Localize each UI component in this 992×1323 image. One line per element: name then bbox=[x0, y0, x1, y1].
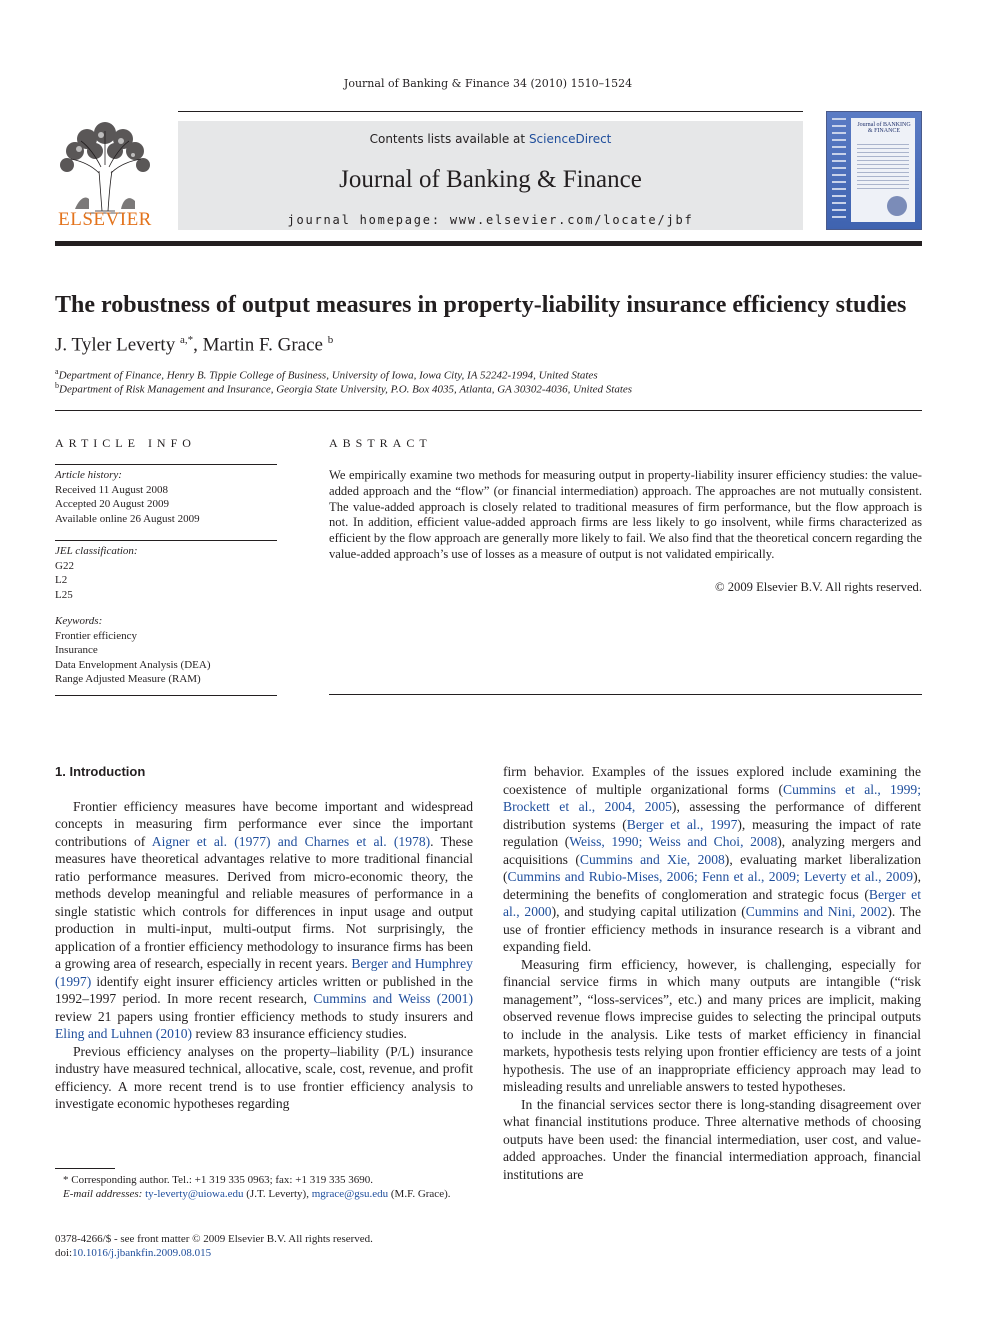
keyword: Data Envelopment Analysis (DEA) bbox=[55, 658, 211, 671]
cover-seal-icon bbox=[887, 196, 907, 216]
body-text-run: . These measures have theoretical advantages relative to more traditional financial ratio performance measures. Derived from micro-economic theory, the methods develop meaningful and reliable measures of performance in a single statistic which controls for differences in input usage and output production in multi-input, multi-output firms. Not surprisingly, the application of a frontier efficiency methodology to insurance firms has been a growing area of research, especially in recent years. bbox=[55, 833, 473, 971]
sciencedirect-link[interactable]: ScienceDirect bbox=[528, 132, 612, 146]
affiliation-a bbox=[55, 367, 598, 382]
history-online: Available online 26 August 2009 bbox=[55, 512, 200, 525]
article-history bbox=[55, 468, 277, 526]
body-text-run: Frontier efficiency measures have become important and widespread concepts in measuring firm performance ever since the important contributions of bbox=[55, 798, 473, 849]
body-text-run: ), measuring the impact of rate regulation ( bbox=[503, 816, 921, 849]
body-text-run: ), and studying capital utilization ( bbox=[551, 904, 746, 919]
body-paragraph: Measuring firm efficiency, however, is challenging, especially for financial service firms in which many outputs are intangible (“risk management”, “loss-services”, etc.) and many prices are implicit, making observed revenue flows imprecise guides to selecting the principal outputs to include in the analysis. Like tests of market efficiency in financial markets, hypothesis tests relying upon frontier efficiency are tests of a joint hypothesis. The use of an inappropriate efficiency approach may lead to misleading results and unreliable answers to tested hypotheses. bbox=[503, 956, 921, 1094]
citation-link[interactable]: Cummins and Xie, 2008 bbox=[579, 851, 725, 867]
jel-code: L25 bbox=[55, 588, 73, 601]
doi-prefix: doi: bbox=[55, 1247, 73, 1259]
citation-link[interactable]: Aigner et al. (1977) and Charnes et al. (1978) bbox=[151, 833, 431, 849]
article-info-bottom-rule bbox=[55, 695, 277, 696]
masthead bbox=[55, 111, 922, 247]
running-head: Journal of Banking & Finance 34 (2010) 1510–1524 bbox=[343, 77, 633, 90]
header-divider bbox=[55, 410, 922, 411]
jel-label: JEL classification: bbox=[55, 545, 138, 557]
journal-title: Journal of Banking & Finance bbox=[339, 166, 642, 193]
body-text-run: identify eight insurer efficiency articles written or published in the 1992–1997 period. In more recent research, bbox=[55, 973, 473, 1006]
cover-page bbox=[851, 118, 915, 222]
jel-rule bbox=[55, 540, 277, 541]
email-owner: (J.T. Leverty), bbox=[243, 1188, 312, 1200]
body-text-run: firm behavior. Examples of the issues explored include examining the coexistence of multiple organizational forms ( bbox=[503, 764, 921, 797]
affiliation-mark: b bbox=[55, 381, 59, 390]
article-info-heading: ARTICLE INFO bbox=[55, 436, 196, 450]
doi-link[interactable]: 10.1016/j.jbankfin.2009.08.015 bbox=[72, 1247, 212, 1259]
body-text-run: ), assessing the performance of different distribution systems ( bbox=[503, 799, 921, 832]
keyword: Insurance bbox=[55, 644, 98, 656]
footnote-emails bbox=[55, 1187, 473, 1201]
citation-link[interactable]: Berger et al., 2000 bbox=[503, 886, 921, 919]
history-label: Article history: bbox=[55, 469, 122, 481]
citation-link[interactable]: Cummins and Rubio-Mises, 2006; Fenn et al., 2009; Leverty et al., 2009 bbox=[507, 869, 914, 884]
body-paragraph bbox=[55, 798, 473, 1043]
author-affiliation-mark[interactable]: a,* bbox=[179, 334, 194, 346]
cover-side-strip bbox=[832, 118, 846, 222]
journal-homepage[interactable]: journal homepage: www.elsevier.com/locate/jbf bbox=[287, 213, 694, 227]
abstract-heading: ABSTRACT bbox=[329, 436, 432, 450]
body-text-run: ), determining the benefits of conglomeration and strategic focus ( bbox=[503, 869, 921, 902]
jel-code: L2 bbox=[55, 574, 68, 586]
email-link[interactable]: mgrace@gsu.edu bbox=[311, 1188, 389, 1200]
citation-link[interactable]: Cummins et al., 1999; Brockett et al., 2004, 2005 bbox=[503, 781, 922, 814]
citation-link[interactable]: Weiss, 1990; Weiss and Choi, 2008 bbox=[569, 834, 778, 849]
keywords bbox=[55, 614, 277, 687]
article-title: The robustness of output measures in property-liability insurance efficiency studies bbox=[55, 292, 907, 318]
body-text-run: ), analyzing mergers and acquisitions ( bbox=[503, 834, 921, 867]
footnote-contact: * Corresponding author. Tel.: +1 319 335 0963; fax: +1 319 335 3690. bbox=[63, 1174, 373, 1186]
keywords-label: Keywords: bbox=[55, 615, 103, 627]
author-name: J. Tyler Leverty bbox=[55, 334, 176, 356]
affiliation-mark: a bbox=[55, 367, 59, 376]
contents-line bbox=[178, 132, 803, 146]
citation-link[interactable]: Cummins and Weiss (2001) bbox=[313, 991, 473, 1006]
keyword: Range Adjusted Measure (RAM) bbox=[55, 673, 201, 685]
body-paragraph: In the financial services sector there is long-standing disagreement over what financial institutions produce. Three alternative methods of choosing outputs have been used: the financial intermediation, user cost, and value-added approaches. Under the financial intermediation approach, financial institutions are bbox=[503, 1096, 921, 1182]
elsevier-wordmark: ELSEVIER bbox=[58, 209, 152, 230]
body-paragraph: Previous efficiency analyses on the property–liability (P/L) insurance industry have measured technical, allocative, scale, cost, revenue, and profit efficiency. A more recent trend is to use frontier efficiency analysis to investigate economic hypotheses regarding bbox=[55, 1043, 473, 1111]
body-text-run: review 83 insurance efficiency studies. bbox=[192, 1026, 407, 1041]
journal-cover-image bbox=[826, 111, 922, 230]
body-paragraph bbox=[503, 763, 921, 956]
body-text-run: ), evaluating market liberalization ( bbox=[503, 851, 921, 884]
masthead-bottom-rule bbox=[55, 241, 922, 246]
citation-link[interactable]: Berger and Humphrey (1997) bbox=[55, 956, 473, 989]
email-link[interactable]: ty-leverty@uiowa.edu bbox=[145, 1188, 244, 1200]
keyword: Frontier efficiency bbox=[55, 629, 137, 642]
affiliation-b bbox=[55, 381, 632, 396]
body-column-right bbox=[503, 763, 921, 1183]
history-accepted: Accepted 20 August 2009 bbox=[55, 498, 169, 510]
cover-text-lines bbox=[857, 144, 909, 190]
corresponding-author-footnote bbox=[55, 1173, 473, 1201]
author-affiliation-mark[interactable]: b bbox=[327, 334, 334, 346]
email-label: E-mail addresses: bbox=[63, 1188, 143, 1200]
doi-line bbox=[55, 1246, 473, 1260]
footnote-rule bbox=[55, 1168, 115, 1169]
body-column-left bbox=[55, 763, 473, 1113]
issn-line: 0378-4266/$ - see front matter © 2009 Elsevier B.V. All rights reserved. bbox=[55, 1233, 373, 1245]
citation-link[interactable]: Eling and Luhnen (2010) bbox=[55, 1026, 193, 1041]
jel-code: G22 bbox=[55, 559, 74, 572]
author-name: Martin F. Grace bbox=[202, 334, 323, 356]
author-list: J. Tyler Leverty $^{a,*}$, Martin F. Grace $^b$ bbox=[55, 334, 334, 356]
citation-link[interactable]: Berger et al., 1997 bbox=[626, 816, 738, 832]
email-owner: (M.F. Grace). bbox=[388, 1188, 451, 1200]
article-info-rule bbox=[55, 464, 277, 465]
citation-link[interactable]: Cummins and Nini, 2002 bbox=[745, 904, 888, 919]
affiliation-text: Department of Finance, Henry B. Tippie College of Business, University of Iowa, Iowa City, IA 52242-1994, United States bbox=[58, 369, 598, 382]
history-received: Received 11 August 2008 bbox=[55, 483, 168, 496]
abstract-copyright: © 2009 Elsevier B.V. All rights reserved. bbox=[715, 580, 922, 594]
front-matter-meta bbox=[55, 1232, 473, 1260]
abstract-text: We empirically examine two methods for measuring output in property-liability insurer efficiency studies: the value-added approach and the “flow” (or financial intermediation) approach. The approaches are not mutually consistent. The value-added approach is closely related to traditional measures of firm performance, but the flow approach is not. In addition, efficient value-added approach firms are less likely to go insolvent, while firms characterized as efficient by the flow approach are generally more likely to fail. We also find that the theoretical concern regarding the value-added approach’s use of losses as a measure of output is not validated empirically. bbox=[329, 468, 922, 561]
journal-banner bbox=[178, 121, 803, 230]
section-heading: 1. Introduction bbox=[55, 764, 146, 779]
body-text-run: ). The use of frontier efficiency methods in insurance research is a vibrant and expanding field. bbox=[503, 904, 922, 954]
body-text-run: review 21 papers using frontier efficiency methods to study insurers and bbox=[55, 1008, 473, 1024]
affiliation-text: Department of Risk Management and Insurance, Georgia State University, P.O. Box 4035, Atlanta, GA 30302-4036, United States bbox=[59, 383, 633, 396]
jel-classification bbox=[55, 544, 277, 602]
masthead-top-rule bbox=[178, 111, 803, 112]
contents-prefix: Contents lists available at bbox=[369, 132, 529, 146]
abstract-bottom-rule bbox=[329, 694, 922, 695]
cover-title: Journal of BANKING & FINANCE bbox=[857, 122, 911, 134]
